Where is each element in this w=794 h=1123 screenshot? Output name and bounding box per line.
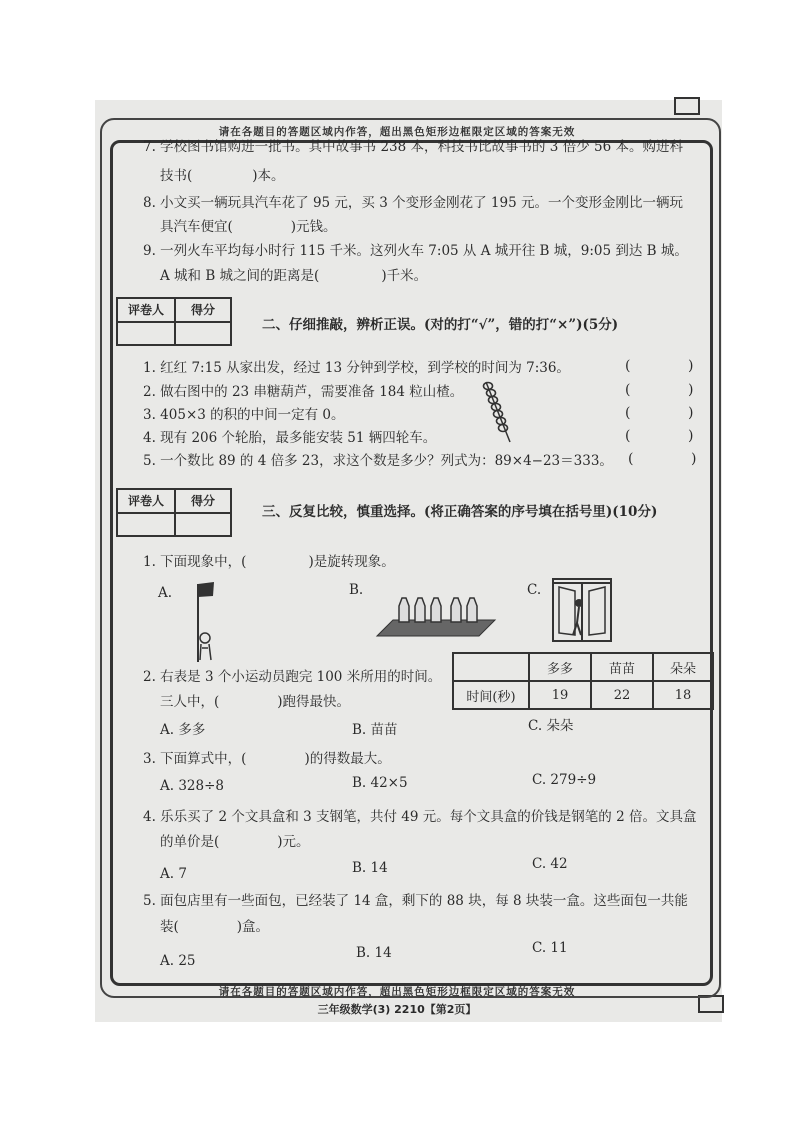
choice-q4-stem: 4. 乐乐买了 2 个文具盒和 3 支钢笔，共付 49 元。每个文具盒的价钱是钢笔的 2 倍。文具盒 — [143, 809, 697, 825]
score-label: 得分 — [176, 299, 230, 323]
corner-tab — [674, 97, 700, 115]
footer-notice: 请在各题目的答题区域内作答，超出黑色矩形边框限定区域的答案无效 — [218, 986, 576, 998]
judge-item-1: 1. 红红 7:15 从家出发，经过 13 分钟到学校，到学校的时间为 7:36。 — [143, 360, 570, 376]
option-c: C. 朵朵 — [528, 718, 574, 734]
q7-line2: 技书( )本。 — [160, 168, 285, 184]
header-miaomiao: 苗苗 — [591, 653, 653, 681]
score-box — [116, 488, 232, 537]
q9-line2: A 城和 B 城之间的距离是( )千米。 — [160, 268, 428, 284]
candied-haws-image — [480, 378, 516, 446]
judge-item-4: 4. 现有 206 个轮胎，最多能安装 51 辆四轮车。 — [143, 430, 437, 446]
score-box — [116, 297, 232, 346]
option-b: B. 苗苗 — [352, 722, 398, 738]
choice-q5-stem: 5. 面包店里有一些面包，已经装了 14 盒，剩下的 88 块，每 8 块装一盒。这些面包一共能 — [143, 893, 688, 909]
table-cell: 22 — [591, 681, 653, 709]
option-a: A. 25 — [160, 953, 196, 969]
table-cell: 18 — [653, 681, 713, 709]
choice-q3-stem: 3. 下面算式中，( )的得数最大。 — [143, 751, 391, 767]
score-label: 得分 — [176, 490, 230, 514]
judge-item-5: 5. 一个数比 89 的 4 倍多 23，求这个数是多少？列式为：89×4−23＝333。 — [143, 453, 613, 469]
choice-q4-stem2: 的单价是( )元。 — [160, 834, 310, 850]
q8-line2: 具汽车便宜( )元钱。 — [160, 219, 337, 235]
judge-paren-4[interactable]: ( — [625, 428, 631, 444]
judge-item-2: 2. 做右图中的 23 串糖葫芦，需要准备 184 粒山楂。 — [143, 384, 464, 400]
choice-q2-stem2: 三人中，( )跑得最快。 — [160, 694, 351, 710]
row-label: 时间(秒) — [453, 681, 529, 709]
judge-paren-2[interactable]: ( — [625, 382, 631, 398]
table-cell: 19 — [529, 681, 591, 709]
option-b: B. 14 — [352, 860, 388, 876]
q9-line1: 9. 一列火车平均每小时行 115 千米。这列火车 7:05 从 A 城开往 B 城，9:05 到达 B 城。 — [143, 243, 688, 259]
revolving-door-image — [547, 573, 617, 643]
judge-item-3: 3. 405×3 的积的中间一定有 0。 — [143, 407, 345, 423]
choice-q1-stem: 1. 下面现象中，( )是旋转现象。 — [143, 554, 395, 570]
flag-raising-image — [180, 578, 230, 664]
reviewer-label: 评卷人 — [118, 299, 176, 323]
option-b: B. 42×5 — [352, 775, 408, 791]
q7-line1: 7. 学校图书馆购进一批书。其中故事书 238 本，科技书比故事书的 3 倍少 56 本。购进科 — [143, 139, 683, 155]
option-c: C. 11 — [532, 940, 568, 956]
judge-paren-5[interactable]: ( — [628, 451, 634, 467]
choice-q2-stem: 2. 右表是 3 个小运动员跑完 100 米所用的时间。 — [143, 669, 442, 685]
option-a: A. 328÷8 — [160, 778, 224, 794]
page-footer: 三年级数学(3) 2210【第2页】 — [317, 1003, 477, 1016]
section3-title: 三、反复比较，慎重选择。(将正确答案的序号填在括号里)(10分) — [262, 504, 658, 520]
judge-paren-3[interactable]: ( — [625, 405, 631, 421]
option-c: C. — [527, 582, 542, 598]
option-b: B. — [349, 582, 364, 598]
option-a: A. — [158, 585, 173, 601]
reviewer-label: 评卷人 — [118, 490, 176, 514]
choice-q5-stem2: 装( )盒。 — [160, 919, 270, 935]
section2-title: 二、仔细推敲，辨析正误。(对的打“√”，错的打“×”)(5分) — [262, 317, 619, 333]
option-c: C. 42 — [532, 856, 568, 872]
option-c: C. 279÷9 — [532, 772, 597, 788]
judge-paren-1[interactable]: ( — [625, 358, 631, 374]
option-b: B. 14 — [356, 945, 392, 961]
header-notice: 请在各题目的答题区域内作答，超出黑色矩形边框限定区域的答案无效 — [218, 126, 576, 138]
q8-line1: 8. 小文买一辆玩具汽车花了 95 元，买 3 个变形金刚花了 195 元。一个变形金刚比一辆玩 — [143, 195, 683, 211]
option-a: A. 多多 — [160, 722, 206, 738]
running-time-table — [452, 652, 714, 710]
bottles-on-conveyor-image — [375, 592, 497, 642]
option-a: A. 7 — [160, 866, 187, 882]
header-duoduo: 多多 — [529, 653, 591, 681]
header-duoduo2: 朵朵 — [653, 653, 713, 681]
